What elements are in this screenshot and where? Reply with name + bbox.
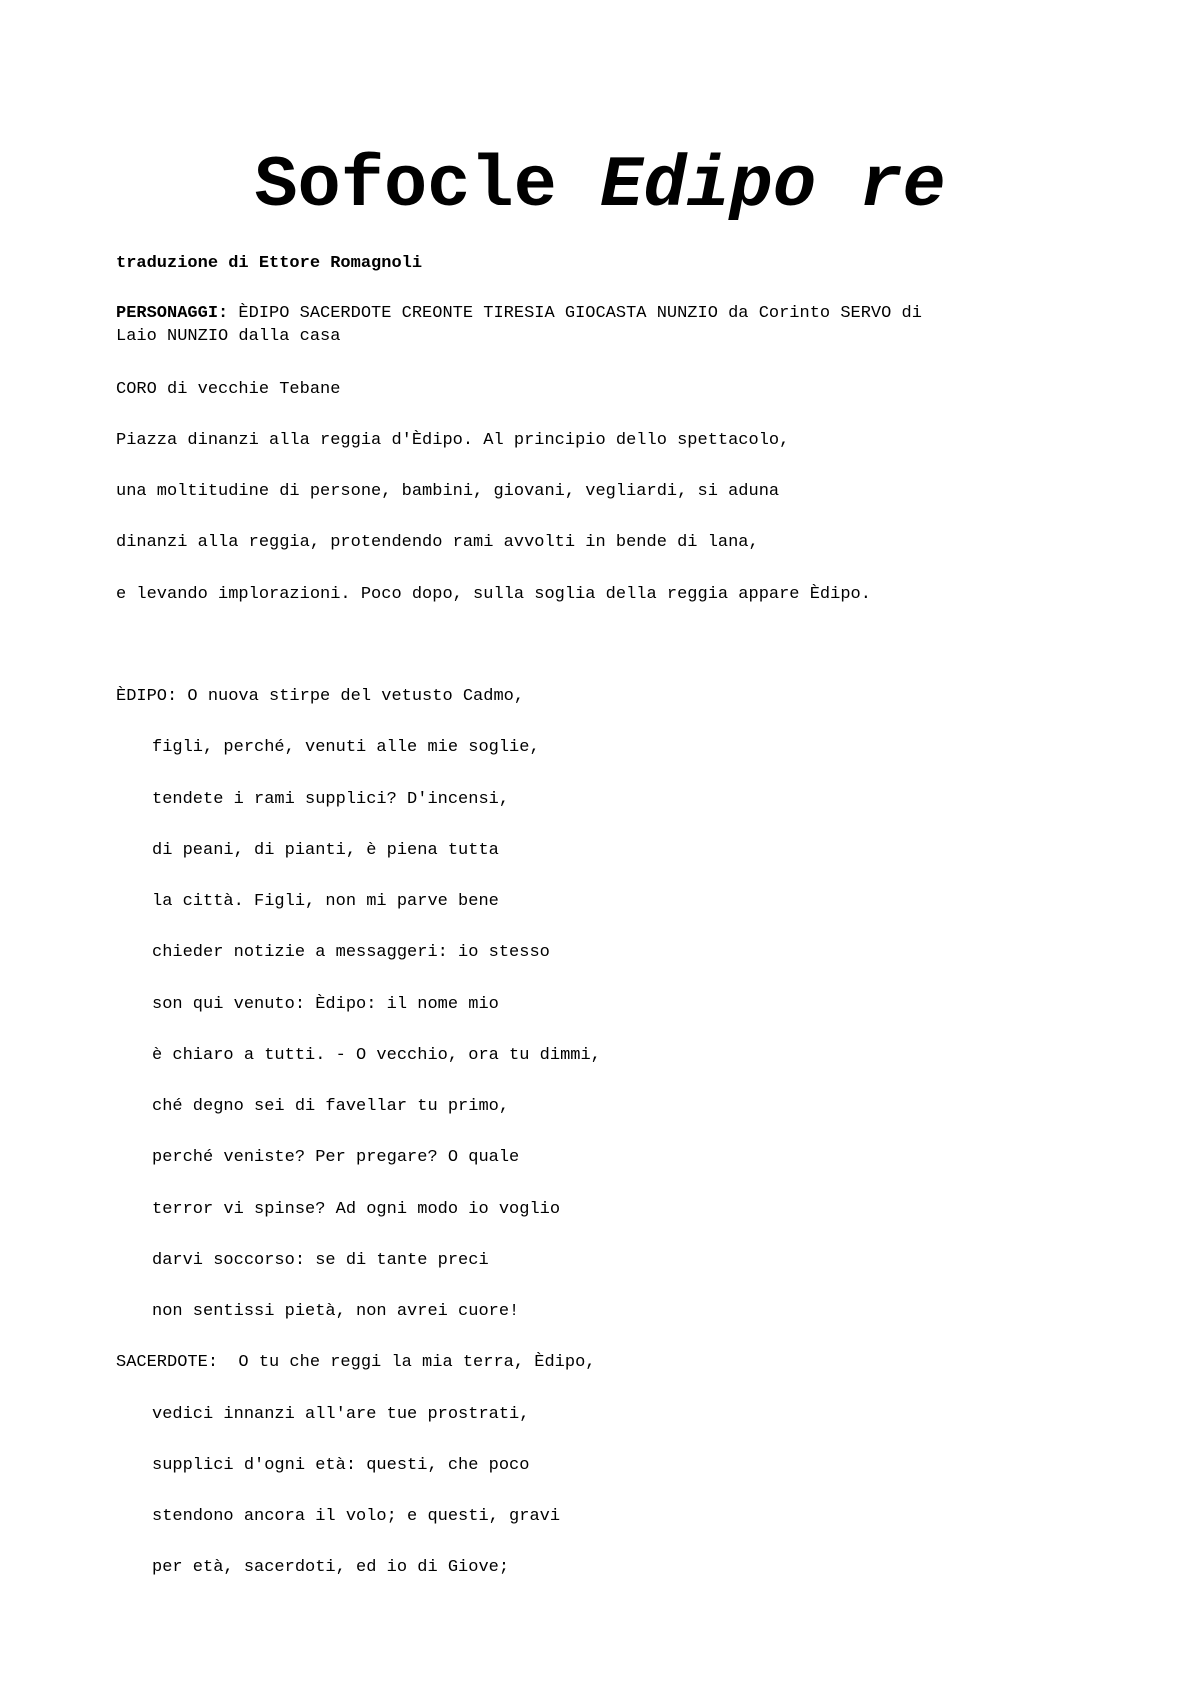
verse-line: per età, sacerdoti, ed io di Giove;	[152, 1558, 510, 1577]
author-name: Sofocle	[254, 145, 557, 227]
verse-line: la città. Figli, non mi parve bene	[152, 892, 499, 911]
stage-direction: Piazza dinanzi alla reggia d'Èdipo. Al principio dello spettacolo,	[116, 431, 790, 450]
speaker-line-edipo: ÈDIPO: O nuova stirpe del vetusto Cadmo,	[116, 687, 525, 706]
characters-label: PERSONAGGI:	[116, 304, 229, 323]
verse-line: vedici innanzi all'are tue prostrati,	[152, 1405, 530, 1424]
speaker-line-sacerdote: SACERDOTE: O tu che reggi la mia terra, Èdipo,	[116, 1353, 596, 1372]
verse-line: non sentissi pietà, non avrei cuore!	[152, 1302, 520, 1321]
verse-line: chieder notizie a messaggeri: io stesso	[152, 943, 550, 962]
page-title	[0, 138, 1200, 234]
characters-line-2: Laio NUNZIO dalla casa	[116, 327, 341, 346]
verse-line: darvi soccorso: se di tante preci	[152, 1251, 489, 1270]
verse-line: di peani, di pianti, è piena tutta	[152, 841, 499, 860]
characters-line-1	[116, 302, 922, 325]
characters-list: ÈDIPO SACERDOTE CREONTE TIRESIA GIOCASTA NUNZIO da Corinto SERVO di	[228, 304, 922, 323]
stage-direction: una moltitudine di persone, bambini, giovani, vegliardi, si aduna	[116, 482, 780, 501]
verse-line: figli, perché, venuti alle mie soglie,	[152, 738, 540, 757]
work-title: Edipo re	[600, 145, 946, 227]
translator-line: traduzione di Ettore Romagnoli	[116, 254, 423, 273]
chorus-line: CORO di vecchie Tebane	[116, 380, 341, 399]
verse-line: terror vi spinse? Ad ogni modo io voglio	[152, 1200, 561, 1219]
verse-line: è chiaro a tutti. - O vecchio, ora tu dimmi,	[152, 1046, 601, 1065]
stage-direction: e levando implorazioni. Poco dopo, sulla soglia della reggia appare Èdipo.	[116, 585, 871, 604]
stage-direction: dinanzi alla reggia, protendendo rami avvolti in bende di lana,	[116, 533, 759, 552]
verse-line: ché degno sei di favellar tu primo,	[152, 1097, 510, 1116]
verse-line: tendete i rami supplici? D'incensi,	[152, 790, 510, 809]
verse-line: perché veniste? Per pregare? O quale	[152, 1148, 520, 1167]
verse-line: stendono ancora il volo; e questi, gravi	[152, 1507, 561, 1526]
verse-line: son qui venuto: Èdipo: il nome mio	[152, 995, 499, 1014]
verse-line: supplici d'ogni età: questi, che poco	[152, 1456, 530, 1475]
